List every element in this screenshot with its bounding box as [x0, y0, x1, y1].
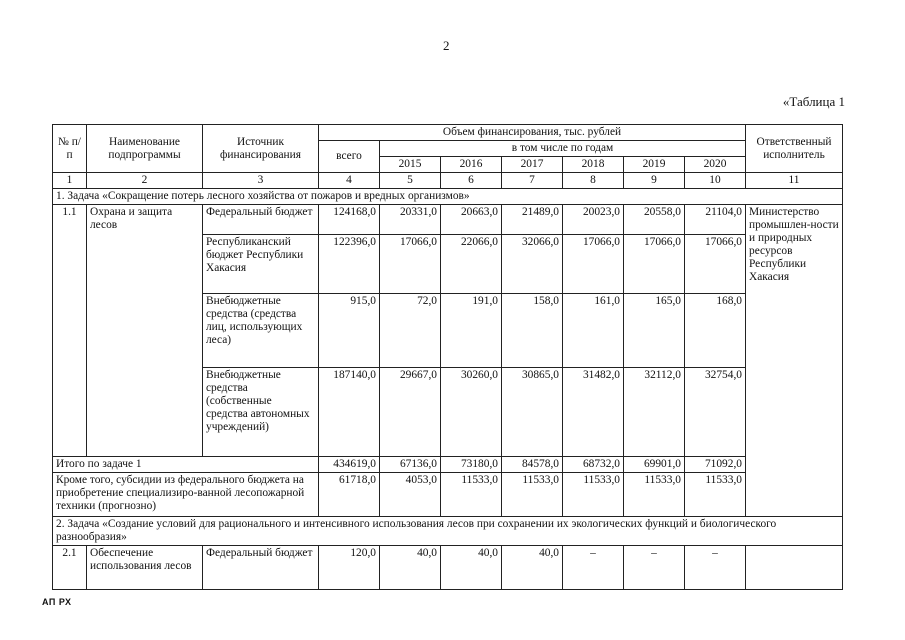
- subtotal-label: Итого по задаче 1: [53, 457, 319, 473]
- header-year: 2017: [502, 157, 563, 173]
- column-number: 7: [502, 173, 563, 189]
- header-year: 2016: [441, 157, 502, 173]
- funding-source: Внебюджетные средства (собственные средства автономных учреждений): [203, 368, 319, 457]
- year-value: 68732,0: [563, 457, 624, 473]
- year-value: 168,0: [685, 294, 746, 368]
- year-value: 17066,0: [624, 235, 685, 294]
- year-value: 11533,0: [624, 473, 685, 517]
- header-responsible: Ответственный исполнитель: [746, 125, 843, 173]
- column-number: 10: [685, 173, 746, 189]
- funding-source: Внебюджетные средства (средства лиц, использующих леса): [203, 294, 319, 368]
- column-number: 9: [624, 173, 685, 189]
- item-name: Обеспечение использования лесов: [87, 546, 203, 590]
- year-value: –: [624, 546, 685, 590]
- task1-title: 1. Задача «Сокращение потерь лесного хозяйства от пожаров и вредных организмов»: [53, 189, 843, 205]
- year-value: 84578,0: [502, 457, 563, 473]
- year-value: –: [563, 546, 624, 590]
- item-name: Охрана и защита лесов: [87, 205, 203, 457]
- year-value: 20023,0: [563, 205, 624, 235]
- total-value: 124168,0: [319, 205, 380, 235]
- funding-source: Федеральный бюджет: [203, 546, 319, 590]
- year-value: 11533,0: [685, 473, 746, 517]
- header-source: Источник финансирования: [203, 125, 319, 173]
- header-year: 2019: [624, 157, 685, 173]
- year-value: –: [685, 546, 746, 590]
- total-value: 61718,0: [319, 473, 380, 517]
- year-value: 161,0: [563, 294, 624, 368]
- year-value: 165,0: [624, 294, 685, 368]
- year-value: 21489,0: [502, 205, 563, 235]
- year-value: 21104,0: [685, 205, 746, 235]
- header-year: 2020: [685, 157, 746, 173]
- year-value: 158,0: [502, 294, 563, 368]
- footer-mark: АП РХ: [42, 597, 72, 607]
- year-value: 17066,0: [685, 235, 746, 294]
- column-number: 4: [319, 173, 380, 189]
- year-value: 29667,0: [380, 368, 441, 457]
- column-number: 3: [203, 173, 319, 189]
- column-number: 2: [87, 173, 203, 189]
- year-value: 191,0: [441, 294, 502, 368]
- table-caption: «Таблица 1: [782, 94, 845, 109]
- header-num: № п/п: [53, 125, 87, 173]
- funding-source: Республиканский бюджет Республики Хакасия: [203, 235, 319, 294]
- year-value: 17066,0: [380, 235, 441, 294]
- year-value: 67136,0: [380, 457, 441, 473]
- page-number: 2: [443, 38, 450, 53]
- subsidy-row: [53, 473, 843, 517]
- header-volume: Объем финансирования, тыс. рублей: [319, 125, 746, 141]
- year-value: 11533,0: [502, 473, 563, 517]
- column-number: 11: [746, 173, 843, 189]
- year-value: 40,0: [441, 546, 502, 590]
- year-value: 20558,0: [624, 205, 685, 235]
- financing-table: [52, 124, 843, 590]
- year-value: 20331,0: [380, 205, 441, 235]
- task2-title: 2. Задача «Создание условий для рационального и интенсивного использования лесов при сохранении их экологических функций и биологического разнообразия»: [53, 517, 843, 546]
- year-value: 22066,0: [441, 235, 502, 294]
- year-value: 73180,0: [441, 457, 502, 473]
- subtotal-row: [53, 457, 843, 473]
- header-name: Наименование подпрограммы: [87, 125, 203, 173]
- total-value: 434619,0: [319, 457, 380, 473]
- year-value: 32112,0: [624, 368, 685, 457]
- column-number: 1: [53, 173, 87, 189]
- year-value: 71092,0: [685, 457, 746, 473]
- column-number: 8: [563, 173, 624, 189]
- year-value: 11533,0: [563, 473, 624, 517]
- year-value: 31482,0: [563, 368, 624, 457]
- year-value: 32066,0: [502, 235, 563, 294]
- column-numbers-row: [53, 173, 843, 189]
- year-value: 72,0: [380, 294, 441, 368]
- year-value: 40,0: [380, 546, 441, 590]
- year-value: 30260,0: [441, 368, 502, 457]
- year-value: 30865,0: [502, 368, 563, 457]
- column-number: 5: [380, 173, 441, 189]
- responsible-executor: Министерство промышлен-ности и природных ресурсов Республики Хакасия: [746, 205, 843, 517]
- year-value: 11533,0: [441, 473, 502, 517]
- year-value: 40,0: [502, 546, 563, 590]
- total-value: 915,0: [319, 294, 380, 368]
- year-value: 69901,0: [624, 457, 685, 473]
- total-value: 120,0: [319, 546, 380, 590]
- responsible-executor-empty: [746, 546, 843, 590]
- item-number: 2.1: [53, 546, 87, 590]
- total-value: 187140,0: [319, 368, 380, 457]
- year-value: 17066,0: [563, 235, 624, 294]
- item-number: 1.1: [53, 205, 87, 457]
- header-year: 2018: [563, 157, 624, 173]
- table-row: [53, 205, 843, 235]
- funding-source: Федеральный бюджет: [203, 205, 319, 235]
- total-value: 122396,0: [319, 235, 380, 294]
- column-number: 6: [441, 173, 502, 189]
- year-value: 4053,0: [380, 473, 441, 517]
- header-by-years: в том числе по годам: [380, 141, 746, 157]
- header-total: всего: [319, 141, 380, 173]
- subsidy-label: Кроме того, субсидии из федерального бюджета на приобретение специализиро-ванной лесопожарной техники (прогнозно): [53, 473, 319, 517]
- table-row: [53, 546, 843, 590]
- year-value: 20663,0: [441, 205, 502, 235]
- year-value: 32754,0: [685, 368, 746, 457]
- header-year: 2015: [380, 157, 441, 173]
